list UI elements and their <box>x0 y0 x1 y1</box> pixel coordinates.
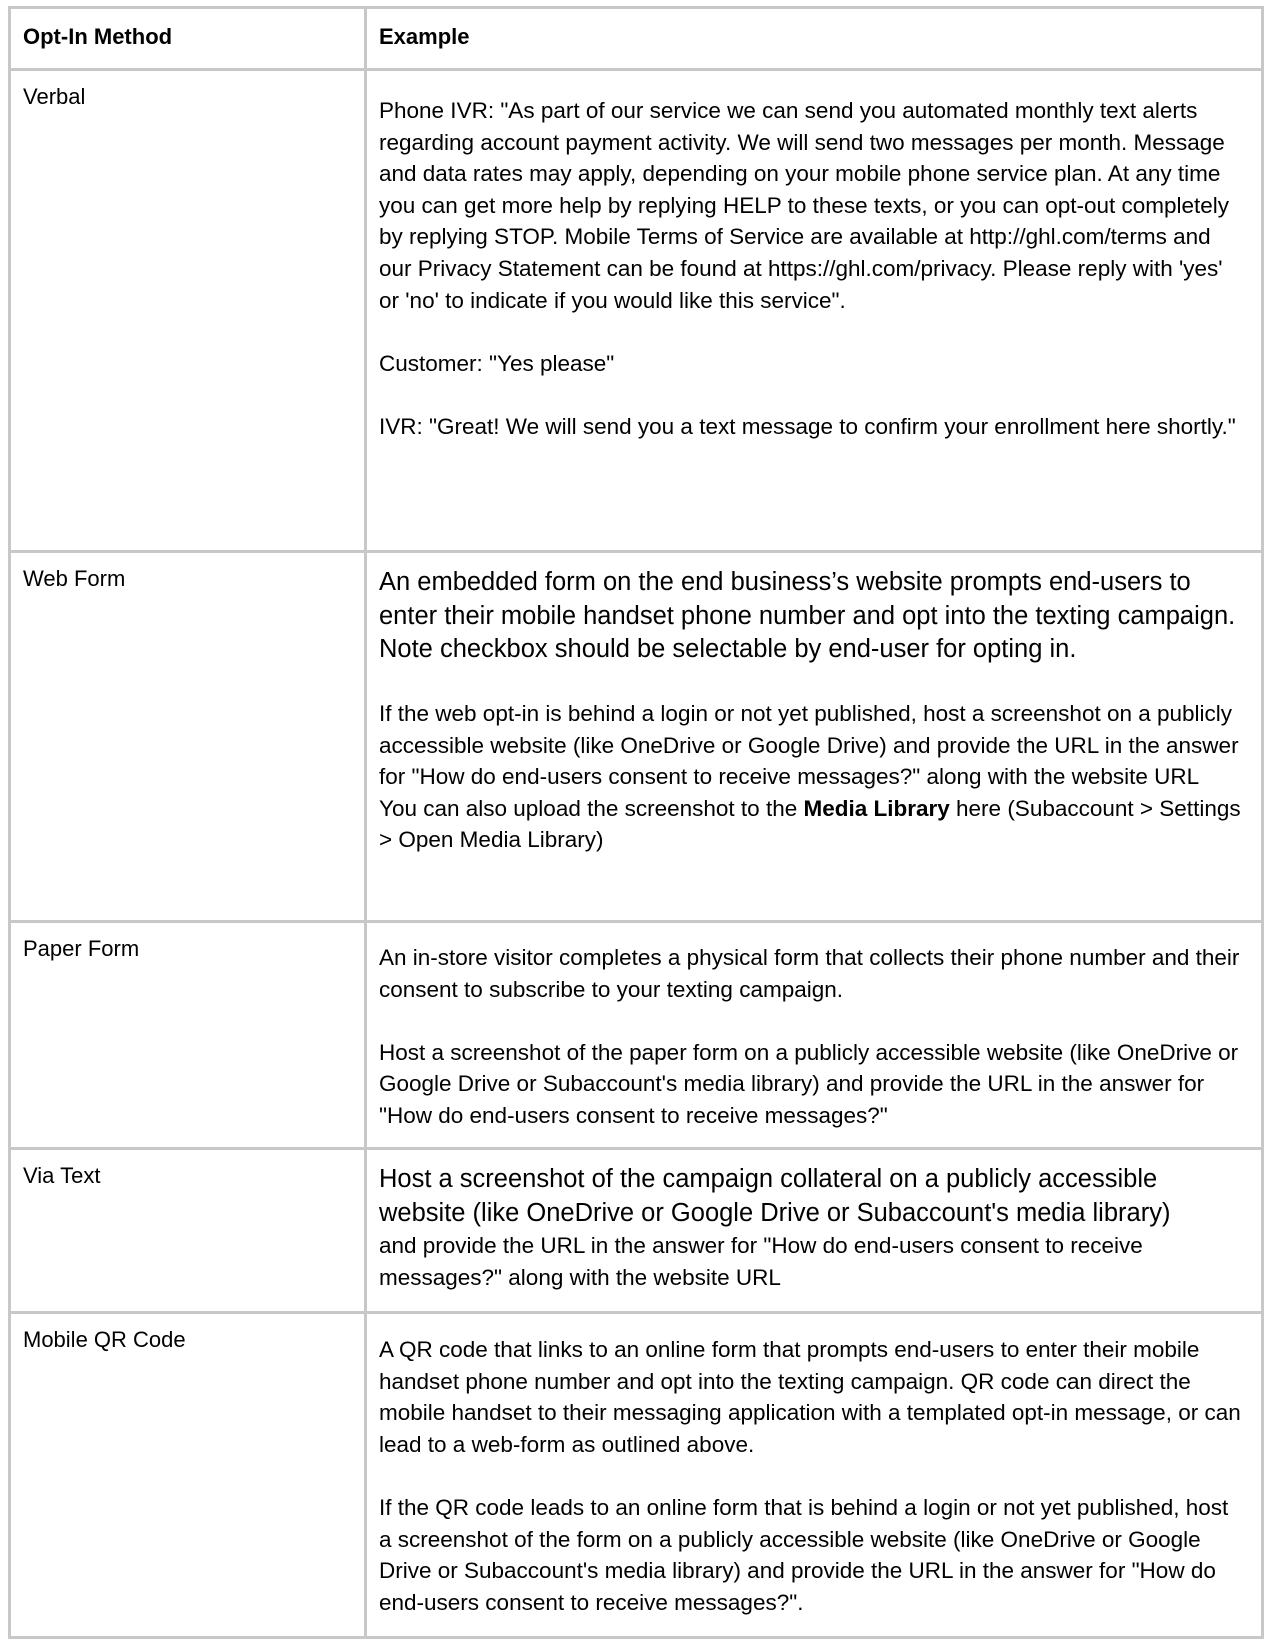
table-row-verbal <box>10 70 1263 552</box>
table-row-web-form <box>10 552 1263 922</box>
qr-code-description: A QR code that links to an online form that prompts end-users to enter their mobile handset phone number and opt into the texting campaign. QR code can direct the mobile handset to their messaging application with a templated opt-in message, or can lead to a web-form as outlined above. <box>379 1337 1241 1457</box>
table-row-via-text <box>10 1149 1263 1313</box>
upload-note-before: You can also upload the screenshot to the <box>379 795 804 821</box>
example-content <box>367 1314 1261 1618</box>
qr-code-hosting-instructions: If the QR code leads to an online form that is behind a login or not yet published, host a screenshot of the form on a publicly accessible website (like OneDrive or Google Drive or Subaccount's media library) and provide the URL in the answer for "How do end-users consent to receive messages?". <box>379 1494 1229 1615</box>
via-text-hosting-instructions: Host a screenshot of the campaign collateral on a publicly accessible website (like OneDrive or Google Drive or Subaccount's media library) <box>379 1165 1171 1227</box>
paper-form-description: An in-store visitor completes a physical form that collects their phone number and their consent to subscribe to your texting campaign. <box>379 945 1240 1002</box>
web-form-hosting-instructions: If the web opt-in is behind a login or not yet published, host a screenshot on a publicly accessible website (like OneDrive or Google Drive) and provide the URL in the answer for "How do end-users consent to receive messages?" along with the website URL <box>379 701 1239 790</box>
header-example: Example <box>379 24 470 49</box>
example-content <box>367 553 1261 856</box>
method-label: Web Form <box>23 566 126 591</box>
verbal-customer-reply: Customer: "Yes please" <box>379 350 615 376</box>
method-cell <box>10 552 366 922</box>
header-cell-method <box>10 8 366 70</box>
example-cell <box>366 1313 1263 1638</box>
example-content <box>367 923 1261 1132</box>
method-cell <box>10 1313 366 1638</box>
via-text-url-instructions: and provide the URL in the answer for "How do end-users consent to receive messages?" along with the website URL <box>379 1233 1143 1290</box>
method-label: Paper Form <box>23 936 140 961</box>
table-row-paper-form <box>10 922 1263 1149</box>
upload-note-after: here (Subaccount > Settings > Open Media Library) <box>379 795 1241 853</box>
table-header-row <box>10 8 1263 70</box>
example-cell <box>366 1149 1263 1313</box>
example-cell <box>366 552 1263 922</box>
verbal-ivr-script: Phone IVR: "As part of our service we can send you automated monthly text alerts regarding account payment activity. We will send two messages per month. Message and data rates may apply, depending on your mobile phone service plan. At any time you can get more help by replying HELP to these texts, or you can opt-out completely by replying STOP. Mobile Terms of Service are available at http://ghl.com/terms and our Privacy Statement can be found at https://ghl.com/privacy. Please reply with 'yes' or 'no' to indicate if you would like this service". <box>379 98 1230 313</box>
header-method: Opt-In Method <box>23 24 173 49</box>
method-label: Mobile QR Code <box>23 1327 186 1352</box>
method-label: Verbal <box>23 84 86 109</box>
paper-form-hosting-instructions: Host a screenshot of the paper form on a publicly accessible website (like OneDrive or Google Drive or Subaccount's media library) and provide the URL in the answer for "How do end-users consent to receive messages?" <box>379 1039 1239 1128</box>
example-cell <box>366 922 1263 1149</box>
media-library-label: Media Library <box>803 795 950 821</box>
method-cell <box>10 70 366 552</box>
verbal-ivr-confirmation: IVR: "Great! We will send you a text message to confirm your enrollment here shortly." <box>379 413 1236 439</box>
example-content <box>367 1150 1261 1293</box>
method-cell <box>10 922 366 1149</box>
method-cell <box>10 1149 366 1313</box>
method-label: Via Text <box>23 1163 101 1188</box>
example-cell <box>366 70 1263 552</box>
web-form-upload-note <box>379 793 1245 856</box>
web-form-description: An embedded form on the end business’s website prompts end-users to enter their mobile handset phone number and opt into the texting campaign. Note checkbox should be selectable by end-user for opting in. <box>379 568 1236 663</box>
example-content <box>367 71 1261 443</box>
table-row-mobile-qr-code <box>10 1313 1263 1638</box>
opt-in-methods-table <box>8 6 1264 1639</box>
header-cell-example <box>366 8 1263 70</box>
